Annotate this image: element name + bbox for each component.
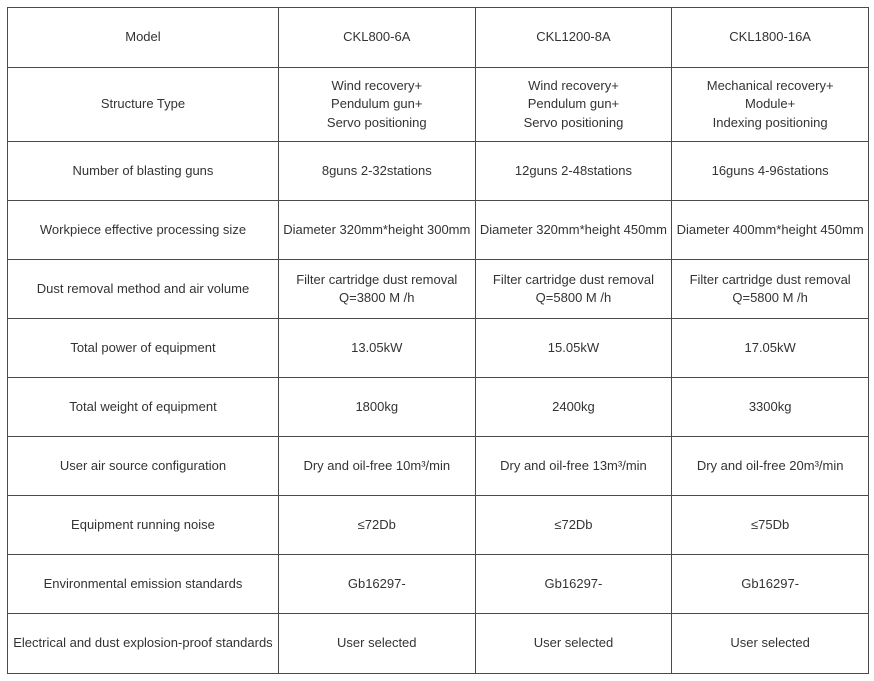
row-label: Environmental emission standards — [8, 555, 279, 614]
cell-line: Pendulum gun+ — [331, 96, 423, 112]
table-cell: 15.05kW — [475, 319, 672, 378]
table-row — [8, 437, 869, 496]
spec-table — [7, 7, 869, 674]
cell-line: Filter cartridge dust removal — [689, 271, 851, 287]
table-cell: 8guns 2-32stations — [278, 142, 475, 201]
table-cell — [672, 260, 869, 319]
cell-line: Q=5800 M /h — [732, 290, 808, 305]
header-cell-ckl1200-8a: CKL1200-8A — [475, 8, 672, 68]
table-cell: Diameter 320mm*height 450mm — [475, 201, 672, 260]
row-label: Electrical and dust explosion-proof standards — [8, 614, 279, 674]
table-row — [8, 68, 869, 142]
table-cell: ≤72Db — [278, 496, 475, 555]
table-cell: 12guns 2-48stations — [475, 142, 672, 201]
header-cell-model: Model — [8, 8, 279, 68]
table-row — [8, 201, 869, 260]
table-row — [8, 378, 869, 437]
table-row — [8, 496, 869, 555]
table-row — [8, 142, 869, 201]
cell-line: Pendulum gun+ — [527, 96, 620, 112]
table-row — [8, 555, 869, 614]
table-cell — [278, 68, 475, 142]
cell-line: Mechanical recovery+ — [706, 77, 834, 93]
header-cell-ckl800-6a: CKL800-6A — [278, 8, 475, 68]
table-cell: 3300kg — [672, 378, 869, 437]
table-header-row — [8, 8, 869, 68]
table-cell: Dry and oil-free 13m³/min — [475, 437, 672, 496]
table-cell: 2400kg — [475, 378, 672, 437]
table-cell: ≤72Db — [475, 496, 672, 555]
cell-line: Indexing positioning — [712, 114, 828, 130]
table-cell: User selected — [672, 614, 869, 674]
table-cell: 16guns 4-96stations — [672, 142, 869, 201]
header-cell-ckl1800-16a: CKL1800-16A — [672, 8, 869, 68]
cell-line: Servo positioning — [326, 114, 427, 130]
cell-line: Filter cartridge dust removal — [296, 271, 458, 287]
cell-line: Module+ — [745, 96, 796, 112]
row-label: Dust removal method and air volume — [8, 260, 279, 319]
table-cell: Diameter 320mm*height 300mm — [278, 201, 475, 260]
row-label: Equipment running noise — [8, 496, 279, 555]
table-cell: Dry and oil-free 20m³/min — [672, 437, 869, 496]
table-cell — [475, 260, 672, 319]
table-cell: Gb16297- — [475, 555, 672, 614]
table-cell: Dry and oil-free 10m³/min — [278, 437, 475, 496]
cell-line: Q=3800 M /h — [339, 290, 415, 305]
table-row — [8, 614, 869, 674]
table-cell: Diameter 400mm*height 450mm — [672, 201, 869, 260]
table-cell: User selected — [475, 614, 672, 674]
table-cell: User selected — [278, 614, 475, 674]
table-cell: Gb16297- — [278, 555, 475, 614]
table-cell — [278, 260, 475, 319]
cell-line: Servo positioning — [523, 114, 624, 130]
table-cell: 17.05kW — [672, 319, 869, 378]
table-cell: ≤75Db — [672, 496, 869, 555]
table-cell — [475, 68, 672, 142]
row-label: Total power of equipment — [8, 319, 279, 378]
table-cell — [672, 68, 869, 142]
table-cell: 1800kg — [278, 378, 475, 437]
table-row — [8, 260, 869, 319]
cell-line: Q=5800 M /h — [535, 290, 612, 305]
cell-line: Wind recovery+ — [331, 77, 423, 93]
table-row — [8, 319, 869, 378]
spec-table-body — [8, 8, 869, 674]
table-cell: 13.05kW — [278, 319, 475, 378]
cell-line: Filter cartridge dust removal — [492, 271, 654, 287]
cell-line: Wind recovery+ — [528, 77, 619, 93]
row-label: Total weight of equipment — [8, 378, 279, 437]
row-label: Number of blasting guns — [8, 142, 279, 201]
row-label: Structure Type — [8, 68, 279, 142]
table-cell: Gb16297- — [672, 555, 869, 614]
row-label: User air source configuration — [8, 437, 279, 496]
row-label: Workpiece effective processing size — [8, 201, 279, 260]
